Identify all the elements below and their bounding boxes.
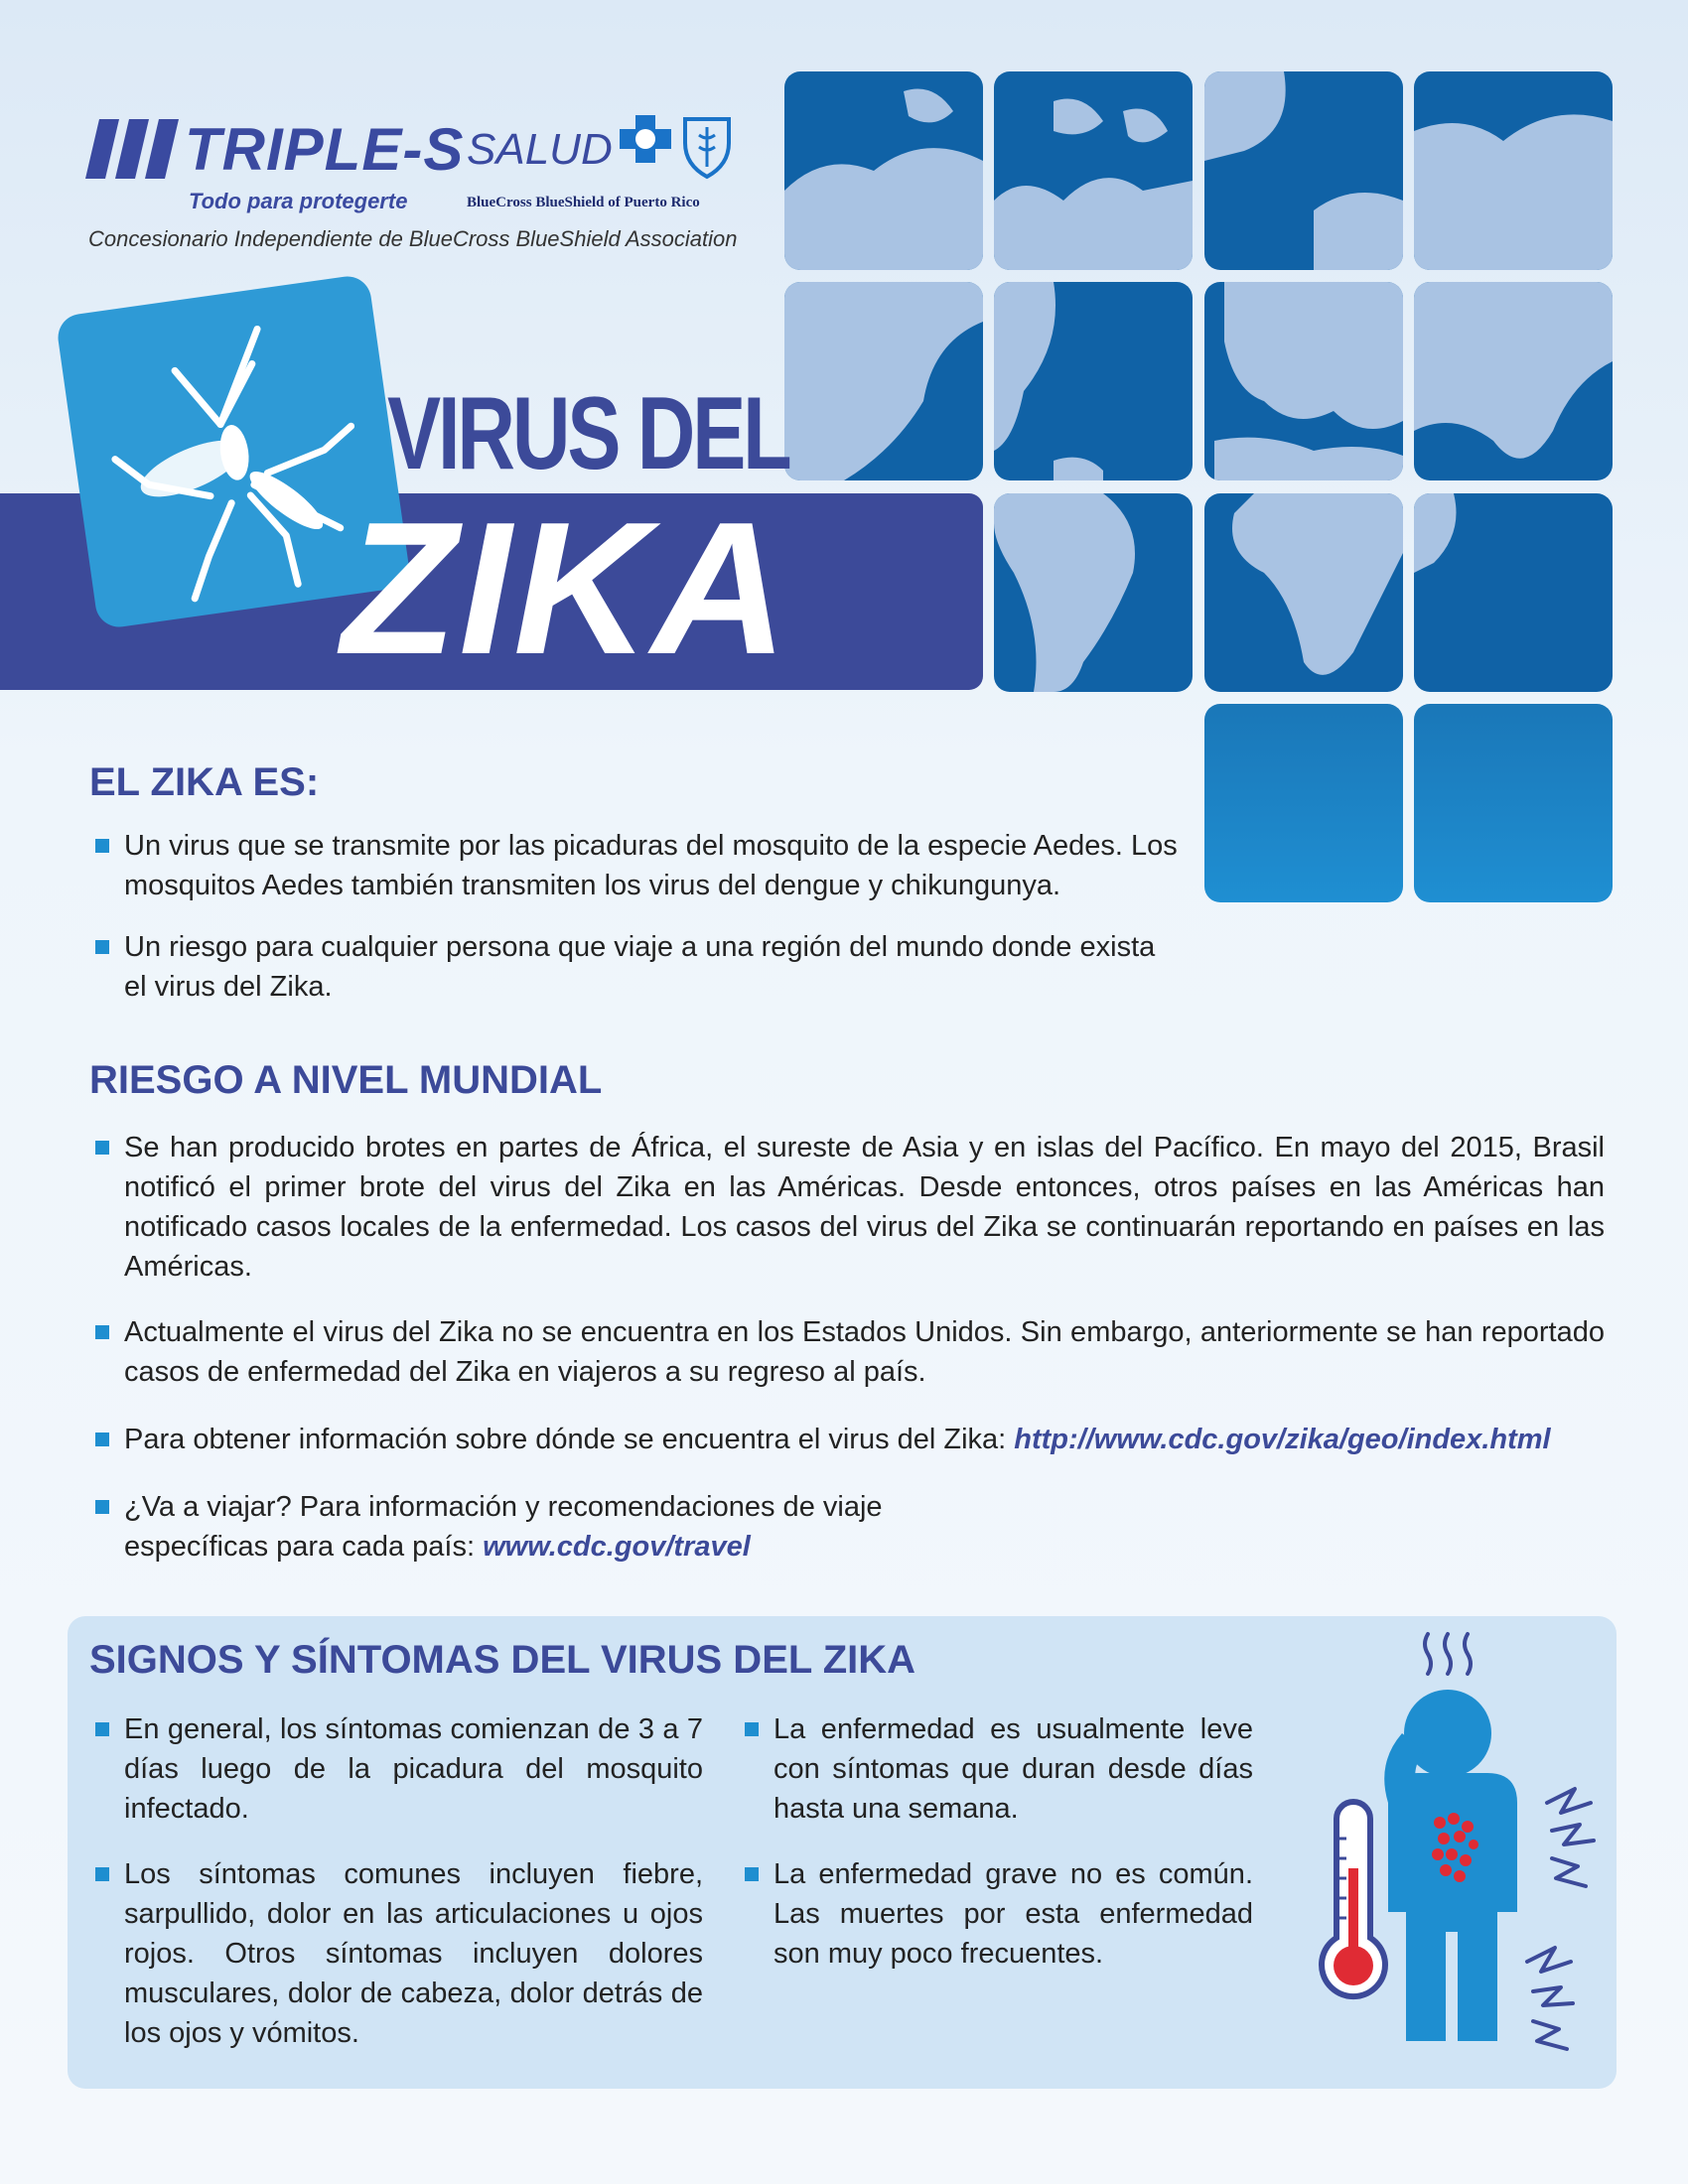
list-item — [95, 1312, 1605, 1392]
bullet-square-icon — [95, 1325, 109, 1339]
list-item — [95, 1128, 1605, 1287]
title-zika: ZIKA — [342, 483, 790, 694]
bullet-square-icon — [95, 940, 109, 954]
map-tile-r4c3 — [1204, 704, 1403, 902]
title-virus-del: VIRUS DEL — [387, 376, 789, 491]
list-item-text: La enfermedad es usualmente leve con síntomas que duran desde días hasta una semana. — [774, 1713, 1253, 1825]
map-tile-r3c2 — [994, 493, 1193, 692]
list-item-text: Un riesgo para cualquier persona que viaje a una región del mundo donde exista el virus del Zika. — [124, 931, 1156, 1003]
map-tile-r2c4 — [1414, 282, 1613, 480]
triple-s-stripes-icon — [85, 119, 181, 179]
map-tile-r2c1 — [784, 282, 983, 480]
list-item — [95, 927, 1178, 1007]
list-item-text: Se han producido brotes en partes de África, el sureste de Asia y en islas del Pacífico. En mayo del 2015, Brasil notificó el primer brote del virus del Zika en las Américas. Desde entonces, otros países en las Américas han notificado casos locales de la enfermedad. Los casos del virus del Zika se continuarán reportando en países en las Américas. — [124, 1132, 1605, 1283]
map-tile-r1c4 — [1414, 71, 1613, 270]
section-sintomas-heading: SIGNOS Y SÍNTOMAS DEL VIRUS DEL ZIKA — [89, 1638, 916, 1682]
logo-bluecross-text: BlueCross BlueShield of Puerto Rico — [467, 195, 700, 210]
triple-s-logo — [85, 111, 751, 260]
section-riesgo-heading: RIESGO A NIVEL MUNDIAL — [89, 1058, 603, 1102]
logo-subtitle: Concesionario Independiente de BlueCross BlueShield Association — [88, 226, 738, 251]
list-item — [95, 1487, 929, 1567]
logo-name: TRIPLE-S — [185, 116, 465, 183]
list-item — [745, 1854, 1253, 1974]
bullet-square-icon — [745, 1867, 759, 1881]
bullet-square-icon — [95, 1500, 109, 1514]
map-tile-r2c2 — [994, 282, 1193, 480]
list-item-text: En general, los síntomas comienzan de 3 a 7 días luego de la picadura del mosquito infectado. — [124, 1713, 703, 1825]
section-zika-es-heading: EL ZIKA ES: — [89, 760, 320, 804]
geo-info-text: Para obtener información sobre dónde se encuentra el virus del Zika: — [124, 1424, 1015, 1455]
logo-tagline: Todo para protegerte — [189, 189, 408, 213]
list-item-text: Los síntomas comunes incluyen fiebre, sarpullido, dolor en las articulaciones u ojos rojos. Otros síntomas incluyen dolores musculares, dolor de cabeza, dolor detrás de los ojos y vómitos. — [124, 1858, 703, 2049]
list-item-text: Actualmente el virus del Zika no se encuentra en los Estados Unidos. Sin embargo, anteriormente se han reportado casos de enfermedad del Zika en viajeros a su regreso al país. — [124, 1316, 1605, 1388]
list-item — [95, 1854, 703, 2053]
list-item — [95, 826, 1178, 905]
bullet-square-icon — [95, 1433, 109, 1446]
logo-salud: SALUD — [467, 125, 613, 174]
map-tile-r3c4 — [1414, 493, 1613, 692]
heat-waves-icon — [1425, 1634, 1471, 1674]
cdc-travel-link[interactable]: www.cdc.gov/travel — [483, 1531, 751, 1563]
map-tile-r1c2 — [994, 71, 1193, 270]
map-tile-r4c4 — [1414, 704, 1613, 902]
bullet-square-icon — [95, 1141, 109, 1155]
bullet-square-icon — [745, 1722, 759, 1736]
pain-lines-icon — [1527, 1789, 1594, 2049]
bullet-square-icon — [95, 839, 109, 853]
map-tile-r1c1 — [784, 71, 983, 270]
bluecross-blueshield-icon — [616, 113, 741, 181]
cdc-zika-geo-link[interactable]: http://www.cdc.gov/zika/geo/index.html — [1014, 1424, 1551, 1455]
map-tile-r1c3 — [1204, 71, 1403, 270]
bullet-square-icon — [95, 1722, 109, 1736]
sick-person-icon — [1348, 1624, 1617, 2061]
list-item-text: La enfermedad grave no es común. Las muertes por esta enfermedad son muy poco frecuentes. — [774, 1858, 1253, 1970]
map-tile-r2c3 — [1204, 282, 1403, 480]
list-item — [95, 1420, 1624, 1459]
travel-info-text: ¿Va a viajar? Para información y recomendaciones de viaje específicas para cada país: — [124, 1491, 883, 1563]
list-item — [95, 1709, 703, 1829]
map-tile-r3c3 — [1204, 493, 1403, 692]
list-item — [745, 1709, 1253, 1829]
list-item-text: Un virus que se transmite por las picaduras del mosquito de la especie Aedes. Los mosquitos Aedes también transmiten los virus del dengue y chikungunya. — [124, 830, 1178, 901]
bullet-square-icon — [95, 1867, 109, 1881]
